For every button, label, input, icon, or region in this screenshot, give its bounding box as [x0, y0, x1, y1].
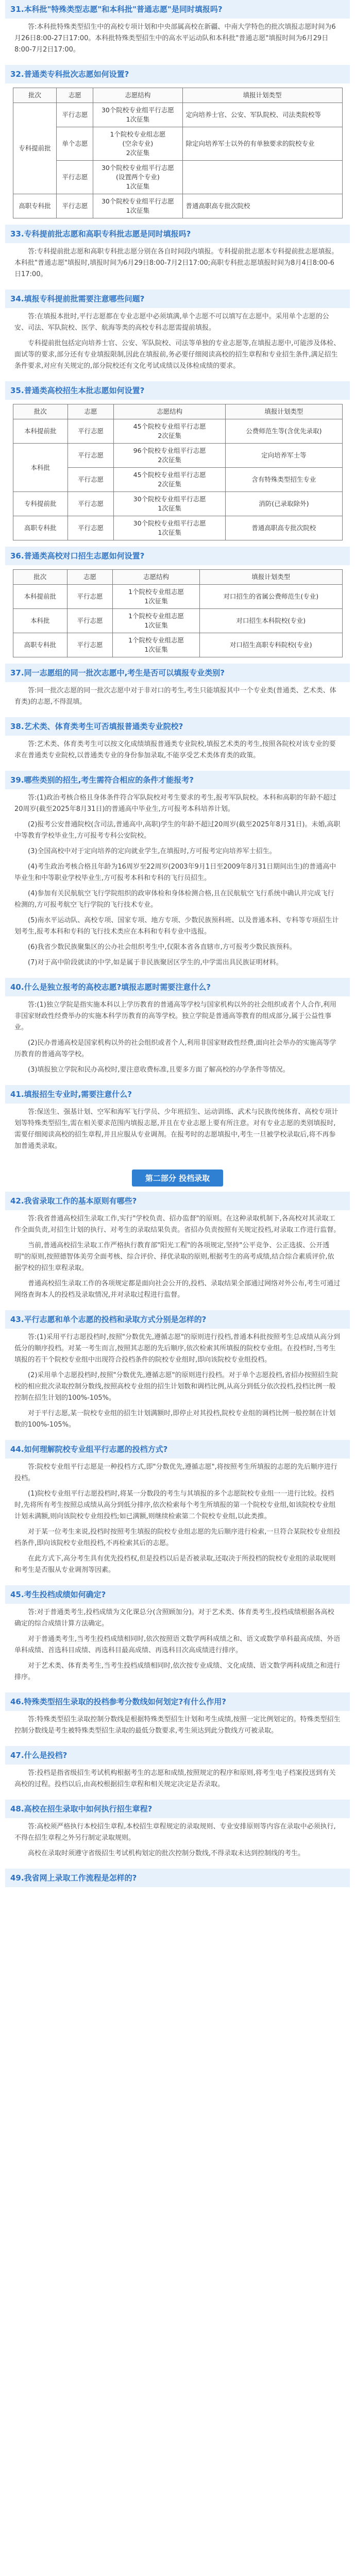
answer-paragraph: (2)报考公安普通院校(含司法,普通高中,高职)学生的年龄不超过20周岁(截至2025年8月31日)。未婚,高职中等教育学校毕业生,方可报考专科公安院校。: [14, 821, 341, 840]
qa-34: [5, 290, 350, 381]
table-header: 批次: [13, 88, 57, 103]
table-cell: 消防(已录取除外): [226, 492, 342, 516]
table-cell: 1个院校专业组志愿 1次征集: [113, 609, 200, 633]
answer-41: [5, 1104, 350, 1161]
table-row: [13, 194, 342, 218]
table-header: 填报计划类型: [182, 88, 342, 103]
table-36: [13, 569, 343, 657]
table-header: 填报计划类型: [200, 570, 342, 585]
table-cell: 1个院校专业组志愿 1次征集: [113, 585, 200, 609]
answer-31-text: 答:本科批特殊类型招生中的高校专项计划和中央部属高校在新疆、中南大学特色的批次填报志愿时间为6月26日8:00-27日17:00。本科批特殊类型招生中的高水平运动队和本科批"普通志愿"填报时间为6月29日8:00-7月2日17:00。: [14, 23, 336, 54]
table-32: [13, 88, 343, 218]
table-row: [13, 633, 342, 657]
question-38: 38.艺术类、体育类考生可否填报普通类专业院校?: [5, 717, 350, 736]
question-45: 45.考生投档成绩如何确定?: [5, 1585, 350, 1604]
table-cell: 本科批: [13, 444, 68, 492]
answer-paragraph: 在此方式下,高分考生具有优先投档权,但是投档以后是否被录取,还取决于所投档的院校专业组的录取规则和考生是否服从专业调剂等因素。: [14, 1555, 336, 1574]
question-39: 39.哪些类别的招生,考生需符合相应的条件才能报考?: [5, 771, 350, 789]
qa-44: [5, 1440, 350, 1585]
question-44: 44.如何理解院校专业组平行志愿的投档方式?: [5, 1440, 350, 1459]
table-cell: 平行志愿: [68, 468, 114, 492]
table-cell: 平行志愿: [68, 516, 114, 540]
table-header: 志愿结构: [93, 88, 182, 103]
qa-41: [5, 1085, 350, 1161]
table-cell: 定向培养士官、公安、军队院校、司法类院校等: [182, 103, 342, 127]
qa-32: [5, 65, 350, 218]
answer-43: [5, 1329, 350, 1440]
answer-37: [5, 682, 350, 717]
answer-paragraph: 专科提前批包括定向培养士官、公安、军队院校、司法等单独的专业志愿等,在填报志愿中,可能涉及体检、面试等的要求,部分还有专业填报限制,因此在填报前,务必要仔细阅读高校的招生章程和专业招生条件,满足招生条件要求,对应有关规定的,部分院校还有文化考试成绩以及体检成绩的要求。: [14, 340, 341, 370]
question-36: 36.普通类高校对口招生志愿如何设置?: [5, 547, 350, 565]
answer-47: [5, 1765, 350, 1800]
table-cell: 30个院校专业组平行志愿 1次征集: [93, 103, 182, 127]
qa-39: [5, 771, 350, 978]
table-35: [13, 404, 343, 540]
question-48: 48.高校在招生录取中如何执行招生章程?: [5, 1800, 350, 1818]
table-header: 志愿: [57, 88, 93, 103]
table-header: 志愿结构: [114, 404, 226, 419]
table-cell: 高职专科批: [13, 194, 57, 218]
table-cell: 45个院校专业组平行志愿 2次征集: [114, 468, 226, 492]
table-cell: 平行志愿: [57, 161, 93, 194]
qa-46: [5, 1692, 350, 1746]
table-cell: 平行志愿: [57, 194, 93, 218]
answer-paragraph: (3)填报独立学院和民办高校时,要注意收费标准,且要多方面了解高校的办学条件等情况。: [28, 1066, 290, 1074]
answer-paragraph: (4)考生政治考核合格且年龄为16周岁至22周岁(2003年9月1日至2009年8月31日期间出生)的普通高中毕业生和中等职业学校毕业生,方可报考本科和专科的飞行员招生。: [14, 863, 336, 882]
table-cell: 对口招生本科院校(专业): [200, 609, 342, 633]
answer-42: [5, 1210, 350, 1310]
answer-paragraph: 答:(1)采用平行志愿投档时,按照"分数优先,遵循志愿"的原则进行投档,普通本科批按照考生总成绩从高分到低分的顺序投档。对某一考生而言,按照其志愿的先后顺序,依次检索其所填报的院校专业组。在投档时,当考生填报的若干个院校专业组中出现符合投档条件的院校专业组时,即向该院校专业组投档。: [14, 1333, 341, 1364]
answer-33-text: 答:专科提前批志愿和高职专科批志愿分别在各自时间段内填报。专科提前批志愿本专科提前批志愿填报。本科批"普通志愿"填报时,填报时间为6月29日8:00-7月2日17:00;高职专科批志愿填报时间为8月4日8:00-6日17:00。: [14, 248, 339, 278]
table-row: [13, 585, 342, 609]
table-cell: 30个院校专业组平行志愿 (设置两个专业) 1次征集: [93, 161, 182, 194]
table-cell: [182, 161, 342, 194]
table-cell: 单个志愿: [57, 127, 93, 161]
table-cell: 45个院校专业组平行志愿 2次征集: [114, 419, 226, 444]
qa-38: [5, 717, 350, 771]
answer-44: [5, 1459, 350, 1585]
answer-paragraph: 答:在填报本批时,平行志愿都在专业志愿中必须填满,单个志愿不可以填写在志愿中。采用单个志愿的公安、司法、军队院校、医学、航海等类的高校专科志愿需提前填报。: [14, 313, 329, 332]
table-cell: 专科提前批: [13, 103, 57, 194]
answer-47-text: 答:投档是指省级招生考试机构根据考生的志愿和成绩,按照规定的程序和原则,将考生电子档案投送到有关高校的过程。投档以后,由高校根据招生章程和相关规定决定是否录取。: [14, 1769, 336, 1788]
question-33: 33.专科提前批志愿和高职专科批志愿是同时填报吗?: [5, 225, 350, 243]
answer-paragraph: (2)采用单个志愿投档时,按照"分数优先,遵循志愿"的原则进行投档。对于单个志愿投档,省招办按照招生院校的相应批次录取控制分数线,按照高校专业组的招生计划数和调档比例,从高分到低分依次投档,投档比例一般控制在招生计划的100%-105%。: [14, 1371, 338, 1402]
answer-paragraph: (1)院校专业组平行志愿投档时,将某一分数段的考生与其填报的多个志愿院校专业组一一进行比较。投档时,先将所有考生按照总成绩从高分到低分排序,依次检索每个考生所填报的第一个院校专业组,如该院校专业组计划未满额,则向该院校专业组投档;如已满额,则继续检索第二个院校专业组,以此类推。: [14, 1490, 336, 1520]
table-cell: 本科批: [13, 609, 67, 633]
table-cell: 平行志愿: [57, 103, 93, 127]
question-32: 32.普通类专科批次志愿如何设置?: [5, 65, 350, 83]
question-46: 46.特殊类型招生录取的投档参考分数线如何划定?有什么作用?: [5, 1692, 350, 1711]
table-header: 志愿: [68, 404, 114, 419]
answer-paragraph: (2)民办普通高校是国家机构以外的社会组织或者个人,利用非国家财政性经费,面向社会举办的实施高等学历教育的普通高等学校。: [14, 1039, 336, 1058]
answer-paragraph: 对于普通类考生,当考生投档成绩相同时,依次按照语文数学两科成绩之和、语文或数学单科最高成绩、外语单科成绩、首选科目成绩、再选科目最高成绩、再选科目次高成绩进行排序。: [14, 1635, 341, 1654]
table-cell: 平行志愿: [67, 609, 113, 633]
answer-37-text: 答:同一批次志愿的同一批次志愿中对于非对口的考生,考生只能填报其中一个专业类(普通类、艺术类、体育类)的志愿,不得混填。: [14, 687, 336, 706]
answer-paragraph: (3)全国高校中对于定向培养的定向就业学生,在填报时,方可报考定向培养军士招生。: [28, 848, 276, 855]
question-40: 40.什么是独立报考的高校志愿?填报志愿时需要注意什么?: [5, 978, 350, 996]
answer-paragraph: 高校在录取时须遵守省级招生考试机构划定的批次控制分数线,不得录取未达到控制线的考生。: [28, 1850, 305, 1857]
table-row: [13, 444, 342, 468]
section-title-label: 第二部分 投档录取: [132, 1170, 223, 1187]
table-header: 志愿: [67, 570, 113, 585]
table-header: 填报计划类型: [226, 404, 342, 419]
table-header: 批次: [13, 570, 67, 585]
table-cell: 96个院校专业组平行志愿 2次征集: [114, 444, 226, 468]
qa-36: [5, 547, 350, 657]
table-cell: 30个院校专业组平行志愿 1次征集: [93, 194, 182, 218]
table-cell: 平行志愿: [68, 419, 114, 444]
question-47: 47.什么是投档?: [5, 1746, 350, 1765]
table-cell: 平行志愿: [68, 444, 114, 468]
table-cell: 公费师范生等(含优先录取): [226, 419, 342, 444]
table-cell: 30个院校专业组平行志愿 1次征集: [114, 492, 226, 516]
answer-paragraph: 对于平行志愿,某一院校专业组的招生计划满额时,即停止对其投档,院校专业组的调档比例一般控制在计划数的100%-105%。: [14, 1410, 336, 1429]
table-cell: 平行志愿: [67, 585, 113, 609]
table-cell: 普通高职高专批次院校: [226, 516, 342, 540]
answer-48: [5, 1818, 350, 1869]
table-row: [13, 161, 342, 194]
table-row: [13, 516, 342, 540]
question-41: 41.填报招生专业时,需要注意什么?: [5, 1085, 350, 1104]
answer-paragraph: 对于某一位考生来说,投档时按照考生填报的院校专业组志愿的先后顺序进行检索,一旦符合某院校专业组投档条件,即向该院校专业组投档,不再检索其后的志愿。: [14, 1528, 341, 1547]
answer-33: [5, 243, 350, 290]
table-cell: 专科提前批: [13, 492, 68, 516]
table-cell: 高职专科批: [13, 633, 67, 657]
table-cell: 平行志愿: [68, 492, 114, 516]
qa-33: [5, 225, 350, 290]
answer-paragraph: (7)对于高中阶段就读的中学,如是属于非民族聚居区学生的,中学需出具民族证明材料。: [28, 959, 283, 967]
table-cell: 含有特殊类型招生专业: [226, 468, 342, 492]
answer-40: [5, 996, 350, 1085]
question-37: 37.同一志愿组的同一批次志愿中,考生是否可以填报专业类别?: [5, 664, 350, 682]
table-cell: 平行志愿: [67, 633, 113, 657]
table-row: [13, 609, 342, 633]
question-49: 49.我省网上录取工作流程是怎样的?: [5, 1869, 350, 1887]
answer-46: [5, 1711, 350, 1746]
table-cell: 对口招生的省属公费师范生(专业): [200, 585, 342, 609]
answer-34: [5, 308, 350, 381]
answer-paragraph: 答:(1)政治考核合格且身体条件符合军队院校对考生要求的考生,报考军队院校。本科和高职的年龄不超过20周岁(截至2025年8月31日)的普通高中毕业生,方可报考本科培养计划。: [14, 794, 336, 813]
answer-paragraph: 答:院校专业组平行志愿是一种投档方式,即"分数优先,遵循志愿",将按照考生所填报的志愿的先后顺序进行投档。: [14, 1463, 337, 1482]
qa-35: [5, 381, 350, 540]
table-cell: 本科提前批: [13, 585, 67, 609]
qa-48: [5, 1800, 350, 1869]
answer-45: [5, 1604, 350, 1692]
table-cell: 对口招生高职专科院校(专业): [200, 633, 342, 657]
qa-47: [5, 1746, 350, 1800]
answer-39: [5, 789, 350, 978]
table-row: [13, 419, 342, 444]
answer-paragraph: (6)我省少数民族聚集区的公办社会组织考生中,仅限本省各直辖市,方可报考少数民族预科。: [28, 943, 296, 951]
table-row: [13, 492, 342, 516]
table-cell: 30个院校专业组平行志愿 1次征集: [114, 516, 226, 540]
qa-43: [5, 1310, 350, 1440]
answer-31: [5, 19, 350, 65]
table-row: [13, 127, 342, 161]
table-cell: 1个院校专业组志愿 (空余专业) 2次征集: [93, 127, 182, 161]
question-31: 31.本科批"特殊类型志愿"和本科批"普通志愿"是同时填报吗?: [5, 0, 350, 19]
qa-31: [5, 0, 350, 65]
table-row: [13, 103, 342, 127]
question-43: 43.平行志愿和单个志愿的投档和录取方式分别是怎样的?: [5, 1310, 350, 1329]
table-cell: 1个院校专业组志愿 1次征集: [113, 633, 200, 657]
answer-paragraph: 当前,普通高校招生录取工作严格执行教育部"阳光工程"的各项规定,坚持"公平竞争、公正选拔、公开透明"的原则,按照德智体美劳全面考核、综合评价、择优录取的原则,根据考生的高考成绩,结合综合素质评价,依据学校的招生章程录取。: [14, 1242, 334, 1272]
answer-paragraph: 答:高校须严格执行本校招生章程,本校招生章程规定的录取规则、专业安排原则等内容在录取中必须执行,不得在招生章程之外另行制定录取规则。: [14, 1823, 336, 1842]
table-cell: 除定向培养军士以外的有单独要求的院校专业: [182, 127, 342, 161]
qa-49: [5, 1869, 350, 1887]
answer-paragraph: 普通高校招生录取工作的各项规定都是面向社会公开的,投档、录取结果全部通过网络对外公布,考生可通过网络查询本人的投档及录取情况,并对录取过程进行监督。: [14, 1280, 341, 1299]
answer-38: [5, 736, 350, 771]
table-header: 批次: [13, 404, 68, 419]
qa-40: [5, 978, 350, 1085]
table-cell: 定向培养军士等: [226, 444, 342, 468]
question-34: 34.填报专科提前批需要注意哪些问题?: [5, 290, 350, 308]
answer-paragraph: (4)参加有关民航航空飞行学院组织的政审体检和身体检测合格,且在民航航空飞行系统中确认并完成飞行检测的,方可报考航空飞行学院的飞行技术专业。: [14, 890, 334, 909]
answer-41-text: 答:保送生、强基计划、空军和海军飞行学员、少年班招生、运动训练、武术与民族传统体育、高校专项计划等特殊类型招生,需在相关要求范围内填报志愿,并且在专业志愿上要有所注意。对有专业志愿的类别填报时,需要仔细阅读高校的招生章程,并且应服从专业调剂。在报考时的志愿填报中,考生一旦被学校录取后,将不再参加普通类录取。: [14, 1108, 339, 1150]
question-42: 42.我省录取工作的基本原则有哪些?: [5, 1192, 350, 1210]
table-cell: 普通高职高专批次院校: [182, 194, 342, 218]
qa-45: [5, 1585, 350, 1692]
answer-paragraph: 答:我省普通高校招生录取工作,实行"学校负责、招办监督"的原则。在这种录取机制下,各高校对其录取工作全面负责,对招生计划的执行、对考生的录取结果负责。省招办负责按照有关规定投档,对录取工作进行监督。: [14, 1215, 341, 1234]
answer-paragraph: 答:对于普通类考生,投档成绩为文化课总分(含照顾加分)。对于艺术类、体育类考生,投档成绩根据各高校确定的综合成绩计算方法确定。: [14, 1608, 334, 1628]
answer-46-text: 答:特殊类型招生录取控制分数线是根据特殊类型招生计划和考生成绩,按照一定比例划定的。特殊类型招生控制分数线是考生被特殊类型招生录取的最低分数要求,考生须达到此分数线方可被录取。: [14, 1716, 341, 1735]
qa-42: [5, 1192, 350, 1310]
answer-paragraph: (5)南水平运动队、高校专项、国家专项、地方专项、少数民族预科班、以及普通本科、专科等专项招生计划考生,报考本科和专科的飞行技术类应在本科和专科专业中选报。: [14, 917, 339, 936]
table-cell: 高职专科批: [13, 516, 68, 540]
table-header: 志愿结构: [113, 570, 200, 585]
question-35: 35.普通类高校招生本批志愿如何设置?: [5, 381, 350, 400]
section-title: [0, 1170, 355, 1187]
answer-paragraph: 对于艺术类、体育类考生,当考生投档成绩相同时,依次按专业成绩、文化成绩、语文数学两科成绩之和进行排序。: [14, 1662, 341, 1681]
answer-38-text: 答:艺术类、体育类考生可以按文化成绩填报普通类专业院校,填报艺术类的考生,按照各院校对该专业的要求在普通类专业院校,以普通类专业的身份参加录取,不能享受艺术类体育类的政策。: [14, 740, 336, 759]
qa-37: [5, 664, 350, 717]
table-cell: 本科提前批: [13, 419, 68, 444]
answer-paragraph: 答:(1)独立学院是指实施本科以上学历教育的普通高等学校与国家机构以外的社会组织或者个人合作,利用非国家财政性经费举办的实施本科学历教育的高等学校。独立学院是普通高等教育的组成部分,属于公益性事业。: [14, 1001, 336, 1031]
